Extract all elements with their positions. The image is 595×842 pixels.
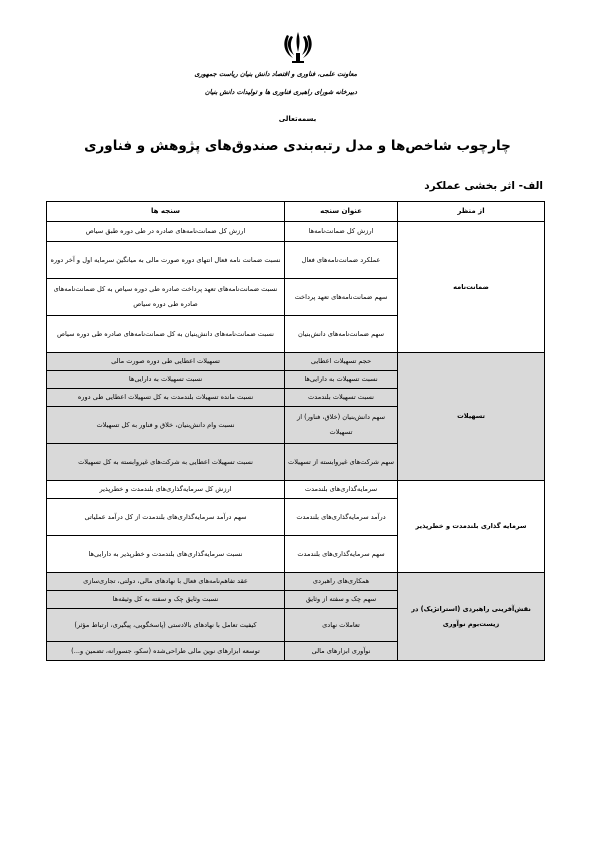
measure-cell: نسبت ضمانت‌نامه‌های تعهد پرداخت صادره طی دوره سیاص به کل ضمانت‌نامه‌های صادره طی دوره سیاص xyxy=(47,279,285,316)
organization-name: معاونت علمی، فناوری و اقتصاد دانش بنیان ریاست جمهوری xyxy=(194,70,357,78)
metric-title-cell: درآمد سرمایه‌گذاری‌های بلندمدت xyxy=(285,499,398,536)
measure-cell: سهم درآمد سرمایه‌گذاری‌های بلندمدت از کل درآمد عملیاتی xyxy=(47,499,285,536)
basmala: بسمه‌تعالی xyxy=(278,115,317,123)
measure-cell: نسبت ضمانت‌نامه‌های دانش‌بنیان به کل ضمانت‌نامه‌های صادره طی دوره سیاص xyxy=(47,316,285,353)
iran-emblem-icon xyxy=(282,30,314,66)
metric-title-cell: سرمایه‌گذاری‌های بلندمدت xyxy=(285,481,398,499)
section-title: الف- اثر بخشی عملکرد xyxy=(424,180,543,192)
table-row xyxy=(47,481,545,499)
table-row xyxy=(47,222,545,242)
metric-title-cell: عملکرد ضمانت‌نامه‌های فعال xyxy=(285,242,398,279)
measure-cell: نسبت سرمایه‌گذاری‌های بلندمدت و خطرپذیر به دارایی‌ها xyxy=(47,536,285,573)
document-title: چارچوب شاخص‌ها و مدل رتبه‌بندی صندوق‌های پژوهش و فناوری xyxy=(84,138,511,154)
measure-cell: نسبت تسهیلات اعطایی به شرکت‌های غیروابسته به کل تسهیلات xyxy=(47,444,285,481)
measure-cell: نسبت تسهیلات به دارایی‌ها xyxy=(47,371,285,389)
measure-cell: نسبت وثایق چک و سفته به کل وثیقه‌ها xyxy=(47,591,285,609)
header-metric-title: عنوان سنجه xyxy=(285,202,398,222)
measure-cell: توسعه ابزارهای نوین مالی طراحی‌شده (سکو، جسورانه، تضمین و...) xyxy=(47,642,285,661)
table-body xyxy=(47,222,545,661)
measure-cell: عقد تفاهم‌نامه‌های فعال با نهادهای مالی، دولتی، تجاری‌سازی xyxy=(47,573,285,591)
metric-title-cell: سهم چک و سفته از وثایق xyxy=(285,591,398,609)
measure-cell: نسبت مانده تسهیلات بلندمدت به کل تسهیلات اعطایی طی دوره xyxy=(47,389,285,407)
metric-title-cell: سهم دانش‌بنیان (خلاق، فناور) از تسهیلات xyxy=(285,407,398,444)
metric-title-cell: تعاملات نهادی xyxy=(285,609,398,642)
metric-title-cell: نسبت تسهیلات به دارایی‌ها xyxy=(285,371,398,389)
secretariat-name: دبیرخانه شورای راهبری فناوری ها و تولیدات دانش بنیان xyxy=(204,88,357,96)
measure-cell: تسهیلات اعطایی طی دوره صورت مالی xyxy=(47,353,285,371)
perspective-cell: ضمانت‌نامه xyxy=(398,222,545,353)
metric-title-cell: سهم شرکت‌های غیروابسته از تسهیلات xyxy=(285,444,398,481)
table-row xyxy=(47,573,545,591)
header-measures: سنجه ها xyxy=(47,202,285,222)
metrics-table xyxy=(46,201,545,661)
measure-cell: نسبت وام دانش‌بنیان، خلاق و فناور به کل تسهیلات xyxy=(47,407,285,444)
metric-title-cell: نوآوری ابزارهای مالی xyxy=(285,642,398,661)
metric-title-cell: سهم سرمایه‌گذاری‌های بلندمدت xyxy=(285,536,398,573)
perspective-cell: تسهیلات xyxy=(398,353,545,481)
metric-title-cell: نسبت تسهیلات بلندمدت xyxy=(285,389,398,407)
table-header-row xyxy=(47,202,545,222)
metric-title-cell: سهم ضمانت‌نامه‌های تعهد پرداخت xyxy=(285,279,398,316)
metric-title-cell: سهم ضمانت‌نامه‌های دانش‌بنیان xyxy=(285,316,398,353)
metric-title-cell: همکاری‌های راهبردی xyxy=(285,573,398,591)
perspective-cell: نقش‌آفرینی راهبردی (استراتژیک) در زیست‌بوم نوآوری xyxy=(398,573,545,661)
measure-cell: نسبت ضمانت نامه فعال انتهای دوره صورت مالی به میانگین سرمایه اول و آخر دوره xyxy=(47,242,285,279)
perspective-cell: سرمایه گذاری بلندمدت و خطرپذیر xyxy=(398,481,545,573)
header-perspective: از منظر xyxy=(398,202,545,222)
measure-cell: کیفیت تعامل با نهادهای بالادستی (پاسخگویی، پیگیری، ارتباط مؤثر) xyxy=(47,609,285,642)
metric-title-cell: ارزش کل ضمانت‌نامه‌ها xyxy=(285,222,398,242)
metric-title-cell: حجم تسهیلات اعطایی xyxy=(285,353,398,371)
table-row xyxy=(47,353,545,371)
measure-cell: ارزش کل ضمانت‌نامه‌های صادره در طی دوره طبق سیاص xyxy=(47,222,285,242)
measure-cell: ارزش کل سرمایه‌گذاری‌های بلندمدت و خطرپذیر xyxy=(47,481,285,499)
